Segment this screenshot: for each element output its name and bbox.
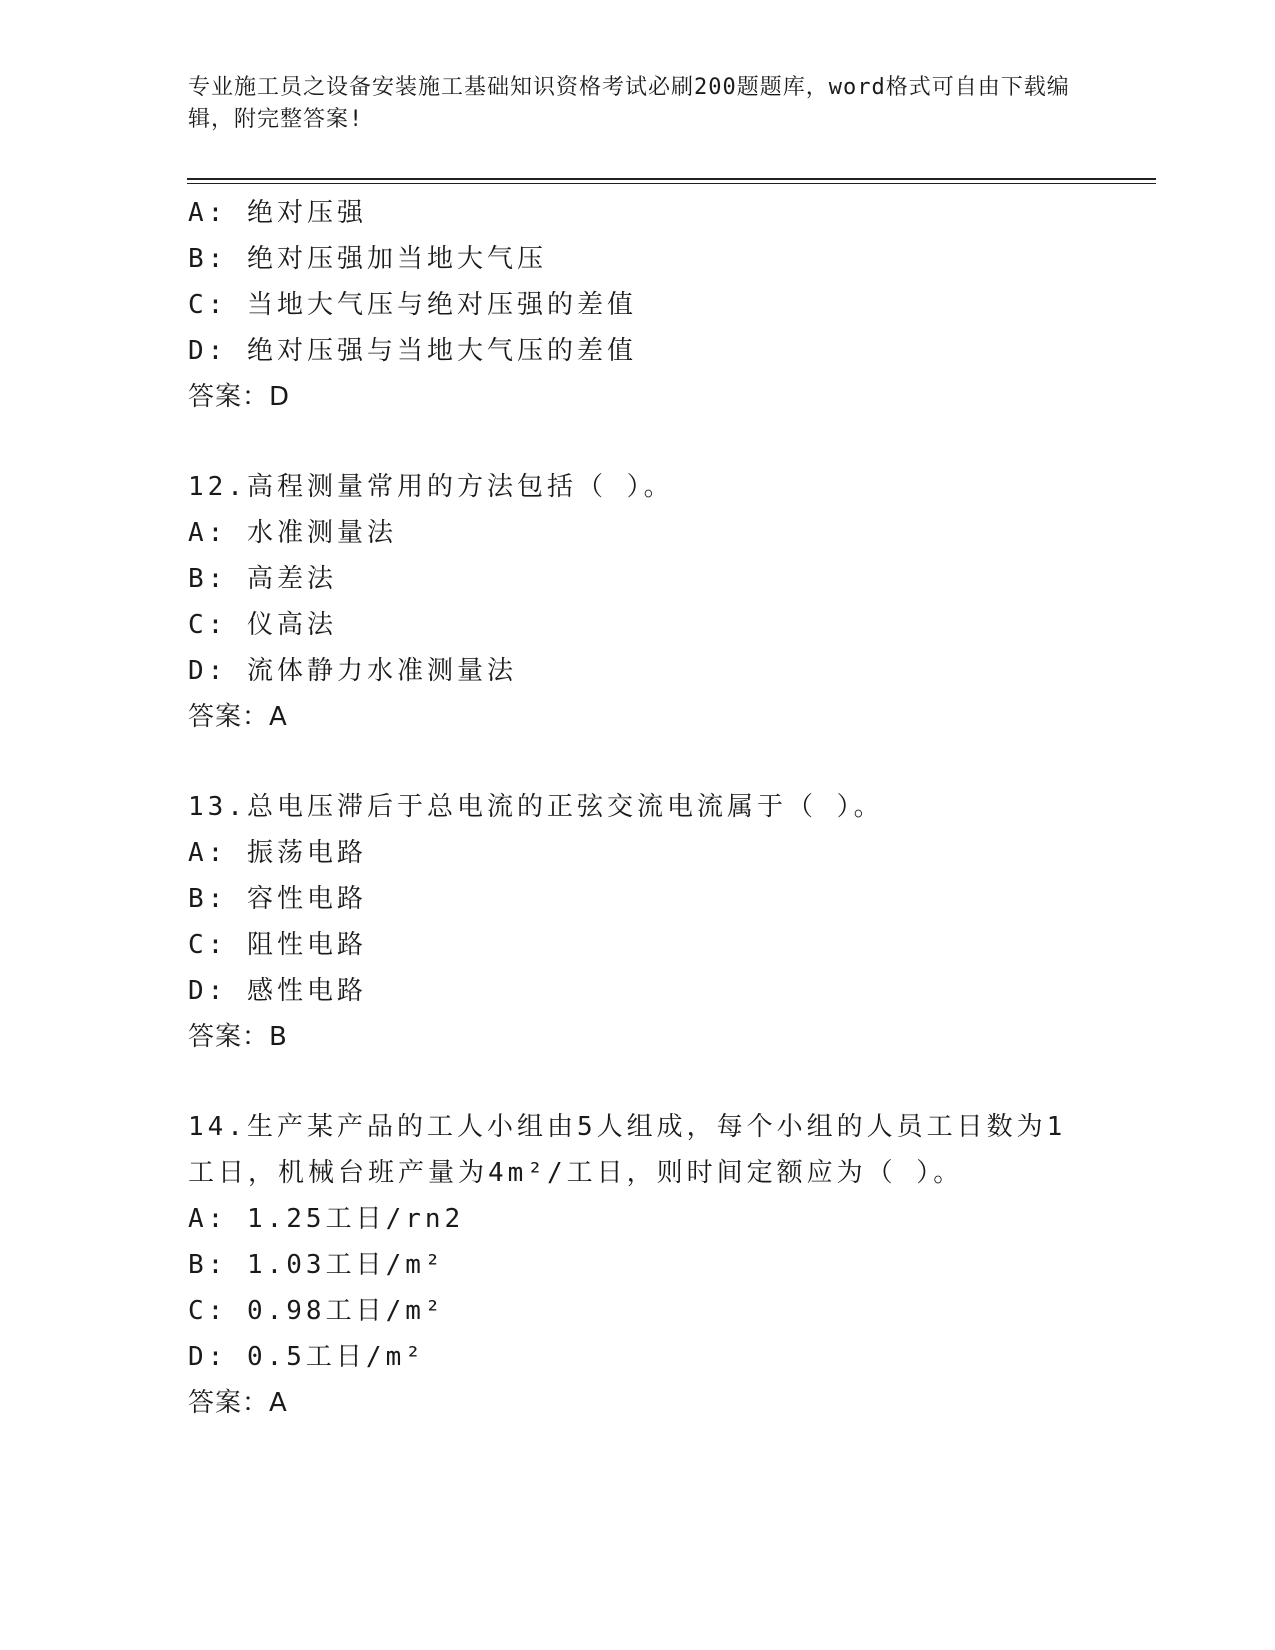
- option-c: C: 当地大气压与绝对压强的差值: [188, 290, 637, 320]
- option-d: D: 0.5工日/m²: [188, 1342, 425, 1372]
- option-d: D: 感性电路: [188, 976, 367, 1006]
- question-stem: 14.生产某产品的工人小组由5人组成，每个小组的人员工日数为1工日，机械台班产量为4m²/工日，则时间定额应为（ ）。: [188, 1112, 1067, 1188]
- question-13: [188, 784, 1088, 1060]
- question-list: [188, 190, 1088, 1426]
- option-d: D: 绝对压强与当地大气压的差值: [188, 336, 637, 366]
- option-a: A: 绝对压强: [188, 198, 367, 228]
- option-a: A: 振荡电路: [188, 838, 367, 868]
- question-stem: 12.高程测量常用的方法包括（ ）。: [188, 472, 674, 502]
- option-c: C: 仪高法: [188, 610, 337, 640]
- option-a: A: 1.25工日/rn2: [188, 1204, 465, 1234]
- option-a: A: 水准测量法: [188, 518, 397, 548]
- option-c: C: 0.98工日/m²: [188, 1296, 445, 1326]
- answer: 答案：D: [188, 382, 291, 412]
- header-rule-thin: [187, 183, 1156, 184]
- question-12: [188, 464, 1088, 740]
- answer: 答案：A: [188, 702, 288, 732]
- answer: 答案：A: [188, 1388, 288, 1418]
- question-11: [188, 190, 1088, 420]
- option-b: B: 容性电路: [188, 884, 367, 914]
- option-d: D: 流体静力水准测量法: [188, 656, 517, 686]
- header-rule-thick: [187, 178, 1156, 180]
- question-stem: 13.总电压滞后于总电流的正弦交流电流属于（ ）。: [188, 792, 884, 822]
- option-c: C: 阻性电路: [188, 930, 367, 960]
- answer: 答案：B: [188, 1022, 288, 1052]
- option-b: B: 高差法: [188, 564, 337, 594]
- option-b: B: 绝对压强加当地大气压: [188, 244, 547, 274]
- document-header: 专业施工员之设备安装施工基础知识资格考试必刷200题题库，word格式可自由下载编辑，附完整答案!: [188, 75, 1070, 132]
- option-b: B: 1.03工日/m²: [188, 1250, 445, 1280]
- question-14: [188, 1104, 1088, 1426]
